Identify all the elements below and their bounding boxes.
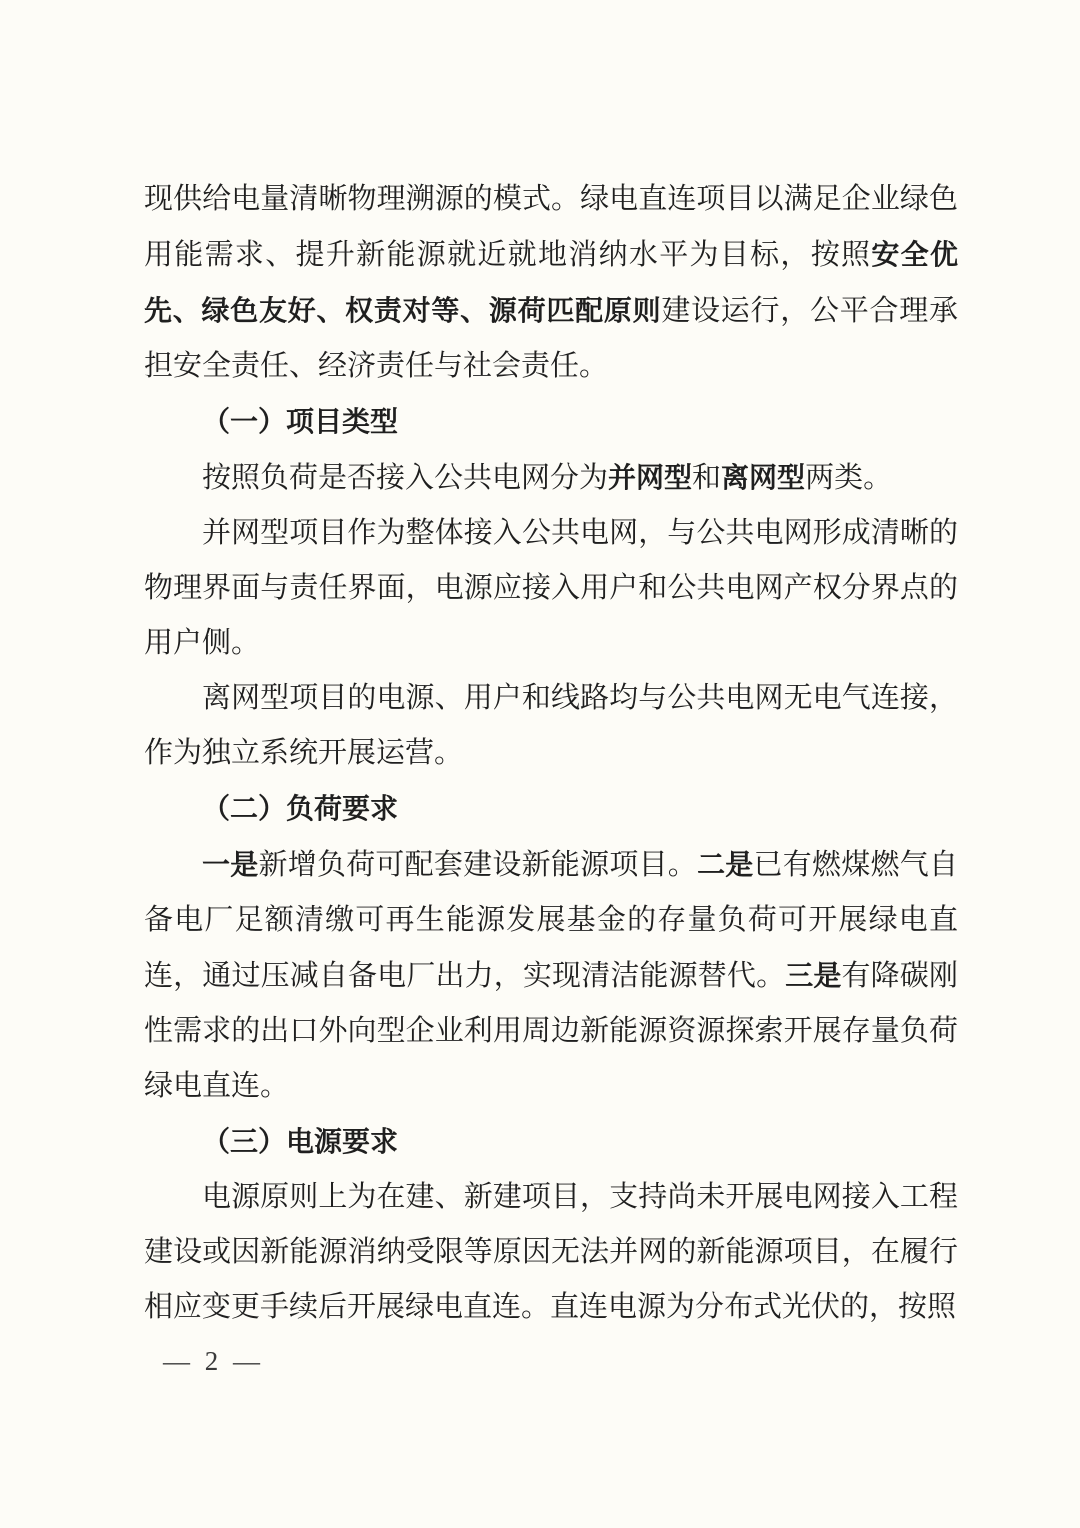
text-run: 现供给电量清晰物理溯源的模式。绿电直连项目以满足企业绿色用能需求、提升新能源就近就地消纳水平为目标，按照 xyxy=(144,183,958,271)
document-body xyxy=(144,172,958,1335)
text-run: 建设运行，公平合理承担安全责任、经济责任与社会责任。 xyxy=(144,295,958,382)
emphasis-text-run: 一是 xyxy=(202,849,259,880)
section-heading xyxy=(144,781,958,837)
emphasis-text-run: 离网型 xyxy=(721,462,806,493)
text-run: 电源原则上为在建、新建项目，支持尚未开展电网接入工程建设或因新能源消纳受限等原因无法并网的新能源项目，在履行相应变更手续后开展绿电直连。直连电源为分布式光伏的，按照 xyxy=(144,1181,958,1323)
paragraph xyxy=(144,450,958,506)
emphasis-text-run: （一）项目类型 xyxy=(202,406,399,437)
text-run: 已有燃煤燃气自备电厂足额清缴可再生能源发展基金的存量负荷可开展绿电直连，通过压减自备电厂出力，实现清洁能源替代。 xyxy=(144,849,958,992)
emphasis-text-run: 三是 xyxy=(785,960,842,991)
emphasis-text-run: 并网型 xyxy=(608,462,693,493)
emphasis-text-run: 安全优先、绿色友好、权责对等、源荷匹配原则 xyxy=(144,239,958,326)
page-number: — 2 — xyxy=(163,1346,260,1376)
emphasis-text-run: 二是 xyxy=(697,849,754,880)
text-run: 离网型项目的电源、用户和线路均与公共电网无电气连接，作为独立系统开展运营。 xyxy=(144,682,958,769)
paragraph xyxy=(144,671,958,781)
paragraph xyxy=(144,506,958,671)
text-run: 两类。 xyxy=(805,462,893,494)
section-heading xyxy=(144,1114,958,1170)
section-heading xyxy=(144,394,958,450)
text-run: 和 xyxy=(692,462,722,494)
paragraph xyxy=(144,837,958,1114)
paragraph xyxy=(144,1170,958,1335)
text-run: 有降碳刚性需求的出口外向型企业利用周边新能源资源探索开展存量负荷绿电直连。 xyxy=(144,960,958,1102)
text-run: 并网型项目作为整体接入公共电网，与公共电网形成清晰的物理界面与责任界面，电源应接入用户和公共电网产权分界点的用户侧。 xyxy=(144,517,958,659)
text-run: 新增负荷可配套建设新能源项目。 xyxy=(258,849,698,881)
text-run: 按照负荷是否接入公共电网分为 xyxy=(202,462,609,494)
paragraph xyxy=(144,172,958,394)
emphasis-text-run: （二）负荷要求 xyxy=(202,793,399,824)
emphasis-text-run: （三）电源要求 xyxy=(202,1126,399,1157)
